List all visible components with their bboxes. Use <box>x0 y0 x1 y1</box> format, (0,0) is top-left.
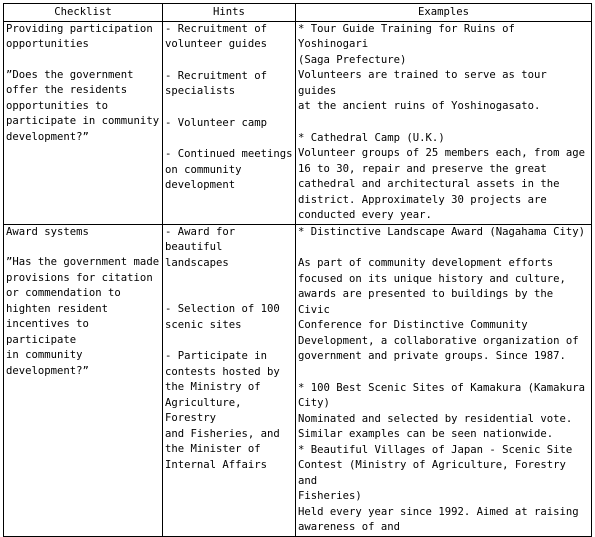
examples-cell <box>296 224 592 536</box>
header-hints: Hints <box>163 4 296 22</box>
checklist-question: ”Does the government offer the residents opportunities to participate in community development?” <box>6 68 160 143</box>
examples-cell <box>296 21 592 224</box>
example-heading: * Distinctive Landscape Award (Nagahama City) <box>298 225 586 238</box>
hint-item: - Participate in contests hosted by the Ministry of Agriculture, Forestry and Fisheries, and the Minister of Internal Affairs <box>165 350 280 471</box>
header-checklist: Checklist <box>4 4 163 22</box>
header-row <box>4 4 592 22</box>
hint-item: - Selection of 100 scenic sites <box>165 303 280 331</box>
example-text: Volunteers are trained to serve as tour guides at the ancient ruins of Yoshinogasato. <box>298 69 547 112</box>
hint-item: - Volunteer camp <box>165 116 268 129</box>
example-text: Nominated and selected by residential vote. Similar examples can be seen nationwide. <box>298 412 573 440</box>
checklist-title: Award systems <box>6 225 89 238</box>
hint-item: - Award for beautiful landscapes <box>165 225 236 269</box>
hints-cell <box>163 224 296 536</box>
hints-cell <box>163 21 296 224</box>
example-heading: * Tour Guide Training for Ruins of Yoshinogari (Saga Prefecture) <box>298 22 515 66</box>
example-heading: * Beautiful Villages of Japan - Scenic Site Contest (Ministry of Agriculture, Forestry and Fisheries) <box>298 443 573 502</box>
checklist-title: Providing participation opportunities <box>6 22 153 50</box>
example-text: Held every year since 1992. Aimed at raising awareness of and <box>298 505 579 533</box>
checklist-document <box>3 3 591 537</box>
hint-item: - Recruitment of volunteer guides <box>165 22 268 50</box>
table-row-participation <box>4 21 592 224</box>
checklist-cell <box>4 21 163 224</box>
checklist-table <box>3 3 592 537</box>
hint-item: - Continued meetings on community development <box>165 148 293 191</box>
header-examples: Examples <box>296 4 592 22</box>
example-text: As part of community development efforts focused on its unique history and culture, awards are presented to buildings by the Civic Conference for Distinctive Community Development, a collaborative organization of government and private groups. Since 1987. <box>298 257 579 362</box>
example-heading: * Cathedral Camp (U.K.) <box>298 131 445 144</box>
table-row-award <box>4 224 592 536</box>
checklist-cell <box>4 224 163 536</box>
example-text: Volunteer groups of 25 members each, from age 16 to 30, repair and preserve the great cathedral and architectural assets in the district. Approximately 30 projects are conducted every year. <box>298 147 586 221</box>
checklist-question: ”Has the government made provisions for citation or commendation to highten resident incentives to participate in community development?” <box>6 256 160 377</box>
example-heading: * 100 Best Scenic Sites of Kamakura (Kamakura City) <box>298 381 586 409</box>
hint-item: - Recruitment of specialists <box>165 69 268 97</box>
